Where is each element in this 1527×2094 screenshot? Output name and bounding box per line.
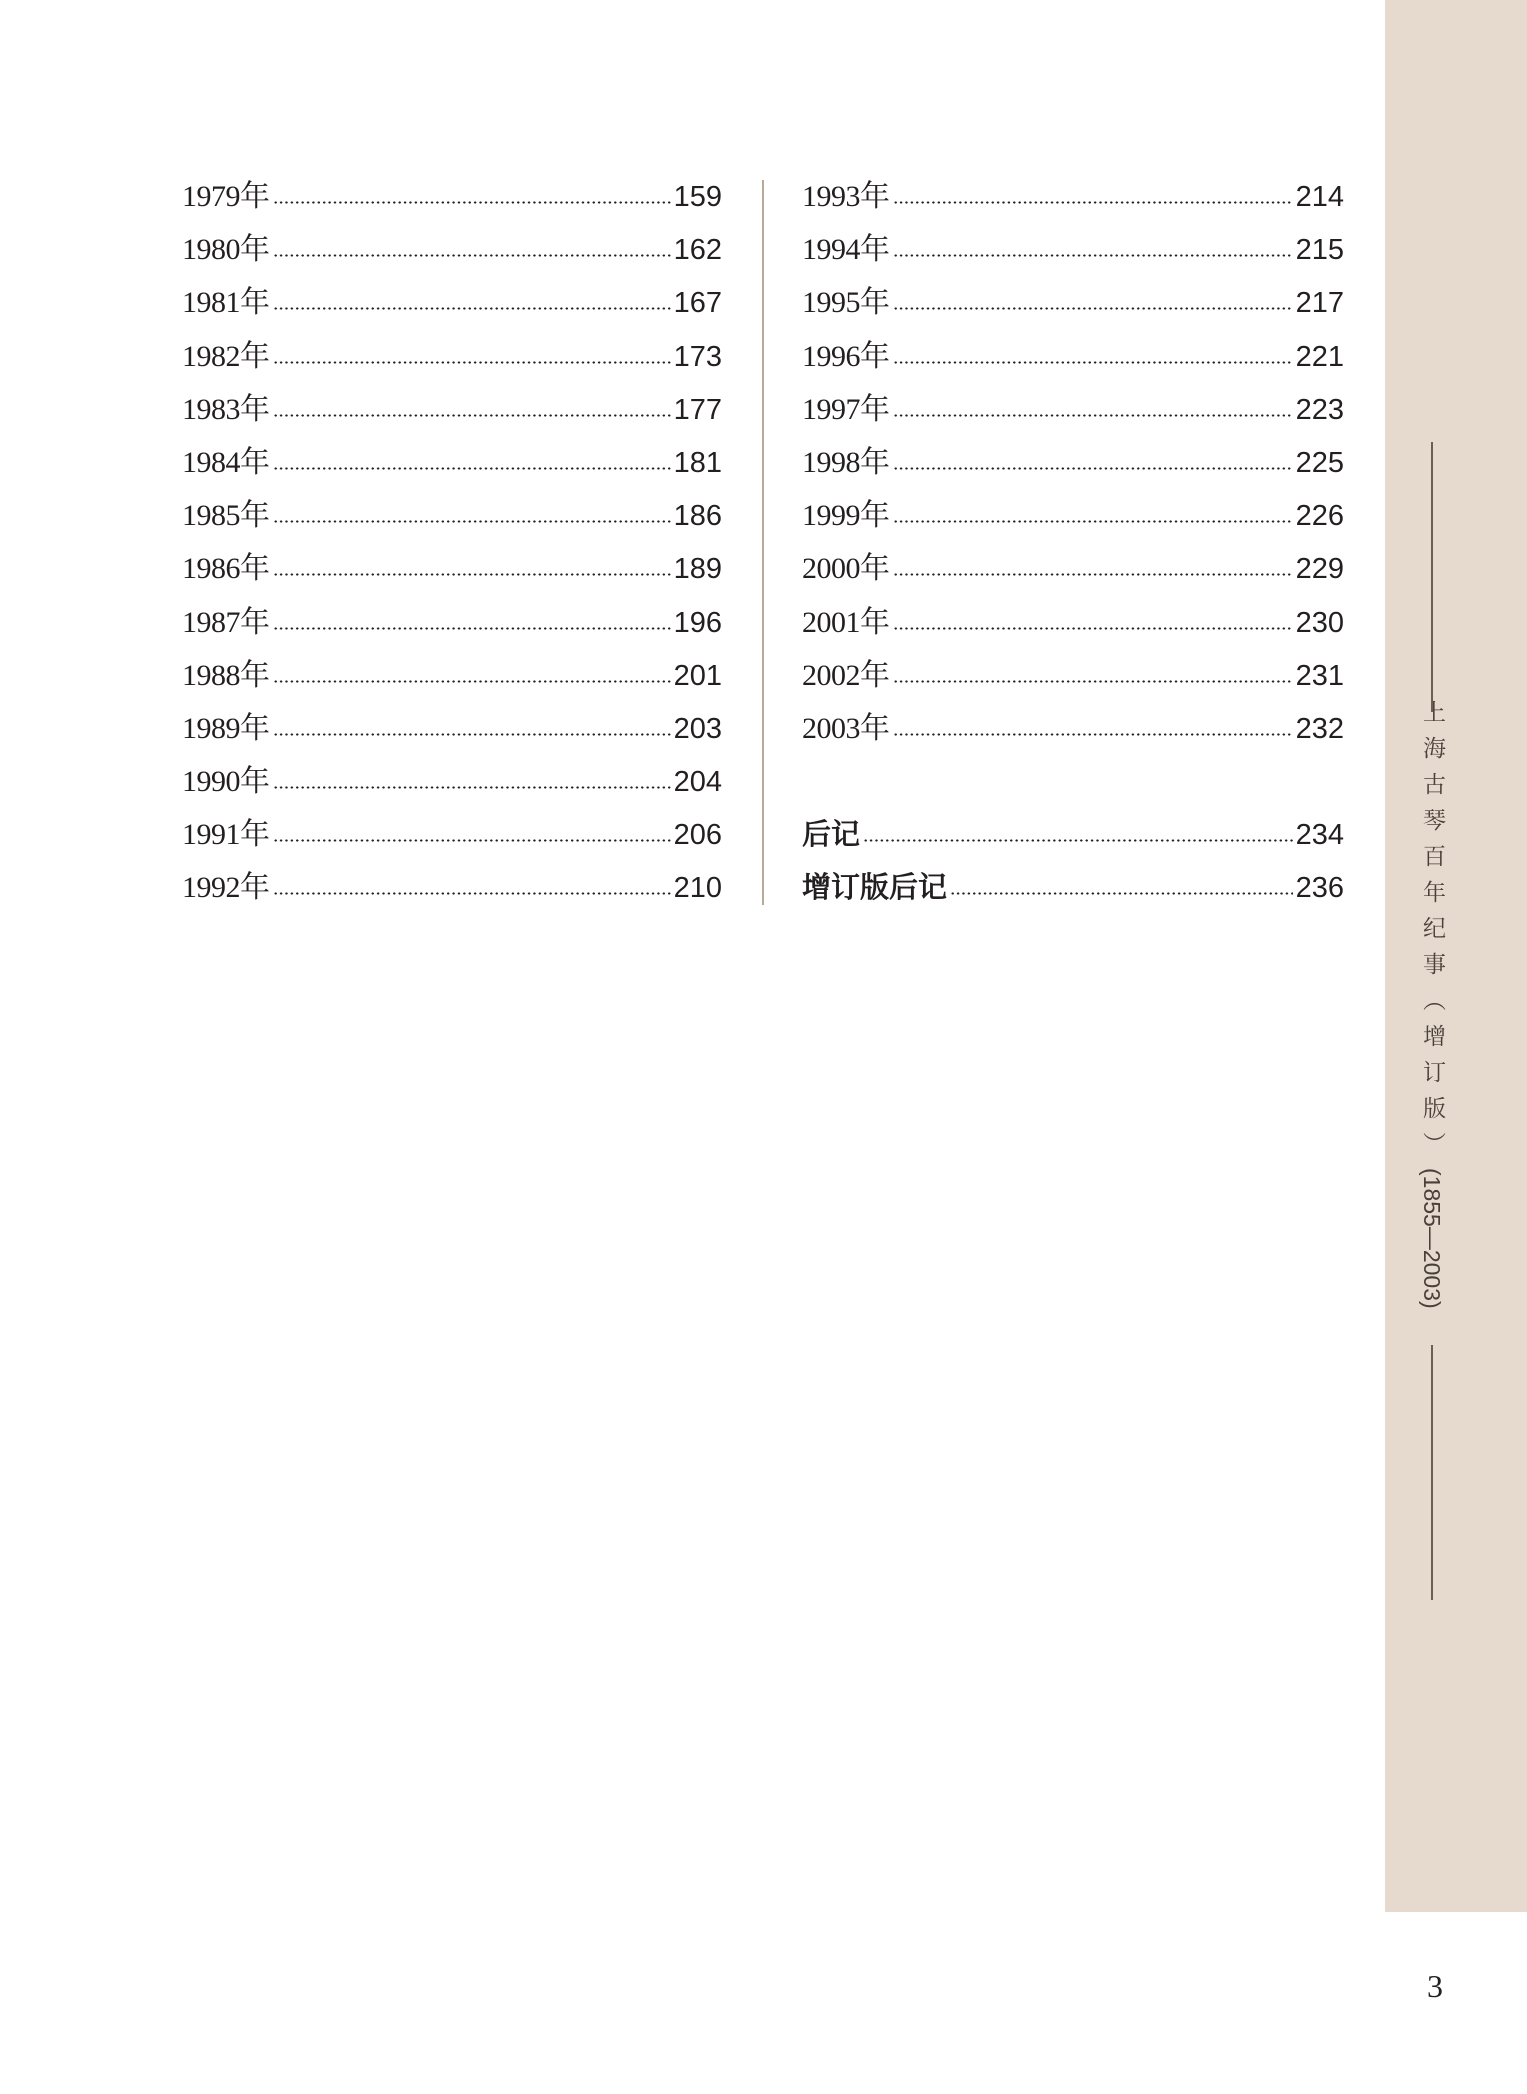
dot-leader [893, 254, 1293, 257]
toc-entry-label: 后记 [802, 817, 861, 852]
page-number: 3 [1427, 1968, 1443, 2004]
toc-entry-page: 217 [1295, 287, 1344, 320]
toc-entry-label: 增订版后记 [802, 870, 948, 905]
toc-entry[interactable] [802, 489, 1344, 542]
dot-leader [273, 307, 671, 310]
dot-leader [273, 786, 671, 789]
toc-entry-label: 1987年 [182, 605, 270, 639]
toc-entry-page: 226 [1295, 500, 1344, 533]
toc-entry-page: 203 [673, 712, 722, 745]
dot-leader [273, 254, 671, 257]
toc-entry-label: 2001年 [802, 605, 890, 639]
toc-entry[interactable] [182, 489, 722, 542]
toc-entry[interactable] [182, 649, 722, 702]
toc-entry[interactable] [182, 330, 722, 383]
dot-leader [273, 892, 671, 895]
toc-entry-page: 229 [1295, 553, 1344, 586]
toc-entry-label: 1998年 [802, 445, 890, 479]
running-title [1415, 700, 1449, 1309]
toc-entry-page: 231 [1295, 659, 1344, 692]
dot-leader [273, 361, 671, 364]
dot-leader [893, 627, 1293, 630]
toc-entry-label: 1980年 [182, 233, 270, 267]
dot-leader [893, 520, 1293, 523]
dot-leader [893, 733, 1293, 736]
toc-entry-label: 1995年 [802, 286, 890, 320]
toc-entry-label: 1990年 [182, 765, 270, 799]
toc-entry-page: 232 [1295, 712, 1344, 745]
dot-leader [273, 573, 671, 576]
dot-leader [893, 201, 1293, 204]
toc-entry-page: 225 [1295, 446, 1344, 479]
toc-entry[interactable] [802, 649, 1344, 702]
dot-leader [950, 892, 1293, 895]
toc-entry[interactable] [182, 383, 722, 436]
toc-entry-label: 2003年 [802, 711, 890, 745]
toc-entry-label: 1993年 [802, 180, 890, 213]
toc-entry-page: 215 [1295, 234, 1344, 267]
dot-leader [273, 201, 671, 204]
toc-entry[interactable] [182, 170, 722, 223]
toc-entry-page: 230 [1295, 606, 1344, 639]
toc-entry-label: 1999年 [802, 499, 890, 533]
toc-entry-page: 236 [1295, 872, 1344, 905]
toc-entry-page: 189 [673, 553, 722, 586]
toc-entry-label: 1989年 [182, 711, 270, 745]
toc-entry-page: 173 [673, 340, 722, 373]
toc-entry-page: 214 [1295, 181, 1344, 213]
toc-entry-label: 1984年 [182, 445, 270, 479]
toc-entry[interactable] [802, 223, 1344, 276]
toc-entry-label: 1983年 [182, 392, 270, 426]
toc-entry-page: 162 [673, 234, 722, 267]
toc-entry[interactable] [182, 755, 722, 808]
toc-entry[interactable] [802, 330, 1344, 383]
toc-entry-label: 1991年 [182, 818, 270, 852]
dot-leader [893, 307, 1293, 310]
toc-entry[interactable] [182, 808, 722, 861]
toc-entry[interactable] [802, 436, 1344, 489]
toc-entry[interactable] [182, 596, 722, 649]
toc-entry-page: 159 [673, 181, 722, 213]
toc-entry[interactable] [802, 170, 1344, 223]
toc-entry[interactable] [802, 596, 1344, 649]
side-band [1385, 0, 1527, 1912]
toc-entry-label: 1979年 [182, 180, 270, 213]
toc-entry-label: 1994年 [802, 233, 890, 267]
running-title-years: (1855—2003) [1419, 1168, 1445, 1309]
toc-entry[interactable] [802, 702, 1344, 755]
toc-entry[interactable] [802, 383, 1344, 436]
toc-entry-label: 1988年 [182, 658, 270, 692]
dot-leader [893, 680, 1293, 683]
toc-entry-label: 1986年 [182, 552, 270, 586]
toc-entry-page: 234 [1295, 819, 1344, 852]
toc-column-right [802, 170, 1344, 915]
toc-entry-page: 201 [673, 659, 722, 692]
toc-entry-label: 1985年 [182, 499, 270, 533]
toc-entry-page: 177 [673, 393, 722, 426]
toc-entry[interactable] [802, 861, 1344, 914]
dot-leader [893, 573, 1293, 576]
toc-entry[interactable] [182, 276, 722, 329]
toc-entry-label: 1997年 [802, 392, 890, 426]
side-rule-top [1431, 442, 1433, 712]
dot-leader [893, 467, 1293, 470]
side-rule-bottom [1431, 1345, 1433, 1600]
running-title-text: 上海古琴百年纪事（增订版） [1419, 700, 1445, 1168]
toc-entry-page: 223 [1295, 393, 1344, 426]
toc-entry[interactable] [802, 542, 1344, 595]
toc-gap [802, 755, 1344, 808]
column-divider [762, 180, 764, 905]
dot-leader [273, 839, 671, 842]
toc-entry-label: 1996年 [802, 339, 890, 373]
toc-entry-label: 2002年 [802, 658, 890, 692]
toc-entry-page: 186 [673, 500, 722, 533]
toc-entry-page: 181 [673, 446, 722, 479]
toc-entry[interactable] [182, 861, 722, 914]
toc-entry[interactable] [182, 542, 722, 595]
toc-column-left [182, 170, 722, 915]
toc-entry-page: 167 [673, 287, 722, 320]
toc-entry[interactable] [182, 436, 722, 489]
toc-entry-label: 2000年 [802, 552, 890, 586]
toc-entry-page: 210 [673, 872, 722, 905]
dot-leader [863, 839, 1293, 842]
toc-entry[interactable] [802, 276, 1344, 329]
dot-leader [893, 361, 1293, 364]
dot-leader [273, 520, 671, 523]
dot-leader [273, 467, 671, 470]
toc-entry-page: 206 [673, 819, 722, 852]
toc-entry-page: 204 [673, 766, 722, 799]
toc-entry-label: 1981年 [182, 286, 270, 320]
dot-leader [273, 733, 671, 736]
dot-leader [273, 414, 671, 417]
toc-entry[interactable] [182, 702, 722, 755]
toc-entry[interactable] [182, 223, 722, 276]
toc-entry-page: 196 [673, 606, 722, 639]
toc-entry-label: 1982年 [182, 339, 270, 373]
toc-entry-label: 1992年 [182, 871, 270, 905]
dot-leader [273, 627, 671, 630]
dot-leader [273, 680, 671, 683]
toc-entry[interactable] [802, 808, 1344, 861]
toc-entry-page: 221 [1295, 340, 1344, 373]
dot-leader [893, 414, 1293, 417]
